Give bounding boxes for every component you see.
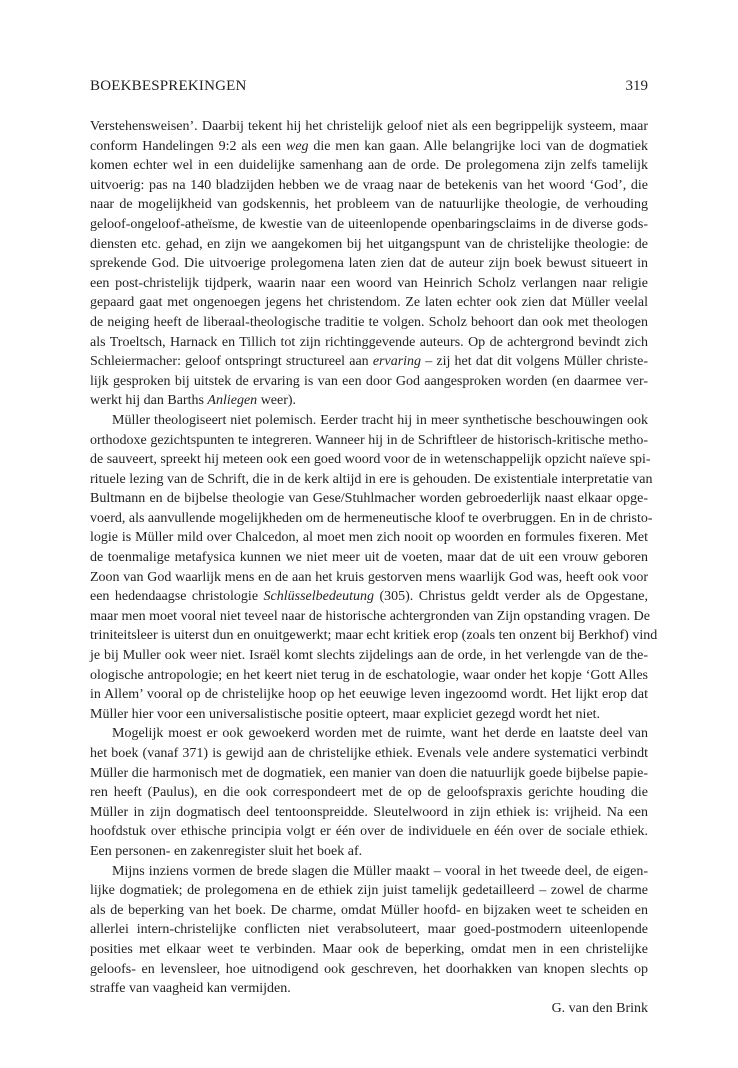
text-line bbox=[90, 744, 648, 764]
text-segment: die men kan gaan. Alle belangrijke loci van de dogmatiek bbox=[308, 138, 649, 154]
text-segment: orthodoxe gezichtspunten te integreren. Wanneer hij in de Schriftleer de historisch-kritische metho- bbox=[90, 432, 648, 448]
text-segment: Müller hier voor een universalistische positie opteert, maar expliciet gezegd wordt het niet. bbox=[90, 706, 601, 722]
text-line bbox=[90, 724, 648, 744]
text-line bbox=[90, 607, 648, 627]
review-text bbox=[90, 117, 658, 1018]
text-line bbox=[90, 587, 648, 607]
text-line bbox=[90, 528, 648, 548]
text-line bbox=[90, 293, 648, 313]
italic-term: weg bbox=[285, 138, 309, 154]
text-segment: werkt hij dan Barths bbox=[90, 393, 208, 409]
text-segment: naar de mogelijkheid van godskennis, het probleem van de natuurlijke theologie, de verhouding bbox=[90, 197, 648, 213]
text-segment: ren heeft (Paulus), en die ook correspondeert met de op de geloofspraxis gerichte houding die bbox=[90, 785, 648, 801]
italic-term: ervaring bbox=[372, 354, 422, 370]
text-line bbox=[90, 235, 648, 255]
text-segment: het boek (vanaf 371) is gewijd aan de christelijke ethiek. Evenals vele andere systematici verbindt bbox=[90, 746, 648, 761]
text-line bbox=[90, 940, 648, 960]
text-line bbox=[90, 626, 658, 646]
text-line bbox=[90, 568, 648, 588]
text-segment: Verstehensweisen’. Daarbij tekent hij het christelijk geloof niet als een begrippelijk systeem, maar bbox=[90, 119, 648, 134]
text-line bbox=[90, 548, 648, 568]
text-segment: komen echter wel in een duidelijke samenhang aan de orde. De prolegomena zijn zelfs tamelijk bbox=[90, 158, 648, 174]
text-line bbox=[90, 431, 648, 451]
text-segment: Müller theologiseert niet polemisch. Eerder tracht hij in meer synthetische beschouwingen ook bbox=[112, 412, 648, 428]
text-segment: ologische antropologie; en het keert niet terug in de eschatologie, waar onder het kopje ‘Gott Alles bbox=[90, 667, 648, 683]
text-line bbox=[90, 666, 648, 686]
text-segment: sprekende God. Die uitvoerige prolegomena laten zien dat de auteur zijn boek bewust situeert in bbox=[90, 256, 648, 272]
text-segment: als Troeltsch, Harnack en Tillich tot zijn richtinggevende auteurs. Op de achtergrond bevindt zich bbox=[90, 334, 648, 350]
text-line bbox=[90, 881, 648, 901]
text-segment: (305). Christus geldt verder als de Opgestane, bbox=[373, 589, 648, 605]
text-segment: in Allem’ vooral op de christelijke hoop op het eeuwige leven ingezoomd wordt. Het lijkt erop dat bbox=[90, 687, 648, 703]
text-line bbox=[90, 489, 648, 509]
paragraph bbox=[90, 862, 648, 999]
text-line bbox=[90, 842, 648, 862]
text-line bbox=[90, 254, 648, 274]
text-line bbox=[90, 372, 648, 392]
text-line bbox=[90, 685, 648, 705]
text-segment: uitvoerig: pas na 140 bladzijden hebben we de vraag naar de betekenis van het woord ‘God’, die bbox=[90, 177, 648, 193]
text-segment: straffe van vaagheid kan vermijden. bbox=[90, 981, 291, 997]
text-line bbox=[90, 274, 648, 294]
text-segment: een hedendaagse christologie bbox=[90, 589, 264, 605]
paragraph bbox=[90, 724, 648, 861]
text-line bbox=[90, 705, 648, 725]
text-segment: – zij het dat dit volgens Müller christe- bbox=[421, 354, 648, 370]
running-header bbox=[90, 78, 648, 98]
section-title: BOEKBESPREKINGEN bbox=[90, 78, 247, 94]
text-line bbox=[90, 333, 648, 353]
text-segment: posities met elkaar weet te verbinden. Maar ook de beperking, omdat men in een christelijke bbox=[90, 941, 648, 957]
text-line bbox=[90, 450, 651, 470]
reviewer-signature: G. van den Brink bbox=[551, 1000, 648, 1016]
page-number: 319 bbox=[625, 78, 648, 94]
text-segment: de toenmalige metafysica kunnen we niet meer uit de voeten, maar dat de uit een vrouw geboren bbox=[90, 550, 648, 566]
text-segment: voerd, als aanvullende mogelijkheden om de hermeneutische kloof te overbruggen. En in de christo- bbox=[90, 510, 653, 526]
text-line bbox=[90, 920, 648, 940]
text-line bbox=[90, 117, 648, 137]
text-segment: Mijns inziens vormen de brede slagen die Müller maakt – vooral in het tweede deel, de eigen- bbox=[112, 863, 648, 879]
text-line bbox=[90, 822, 648, 842]
text-line bbox=[90, 979, 648, 999]
text-segment: geloof-ongeloof-atheïsme, de kwestie van de uiteenlopende openbaringsclaims in de diverse gods- bbox=[90, 216, 648, 232]
text-segment: Mogelijk moest er ook gewoekerd worden met de ruimte, want het derde en laatste deel van bbox=[112, 726, 648, 742]
text-segment: een post-christelijk tijdperk, waarin naar een woord van Heinrich Scholz verlangen naar religie bbox=[90, 275, 648, 291]
text-line bbox=[90, 862, 648, 882]
text-segment: gepaard gaat met ongenoegen jegens het christendom. Ze laten echter ook zien dat Müller veelal bbox=[90, 295, 648, 311]
text-segment: conform Handelingen 9:2 als een bbox=[90, 138, 286, 154]
text-line bbox=[90, 509, 653, 529]
text-segment: hoofdstuk over ethische principia volgt er één over de individuele en één over de sociale ethiek. bbox=[90, 824, 648, 840]
text-line bbox=[90, 783, 648, 803]
paragraph bbox=[90, 117, 648, 411]
text-line bbox=[90, 646, 648, 666]
text-line bbox=[90, 391, 648, 411]
text-segment: logie is Müller mild over Chalcedon, al moet men zich nooit op woorden en formules fixeren. Met bbox=[90, 530, 648, 546]
italic-term: Anliegen bbox=[207, 393, 258, 409]
text-line bbox=[90, 195, 648, 215]
paragraph bbox=[90, 411, 658, 725]
text-segment: je bij Muller ook weer niet. Israël komt slechts zijdelings aan de orde, in het verlengde van de the- bbox=[90, 648, 648, 664]
text-line bbox=[90, 411, 648, 431]
text-segment: maar men moet vooral niet teveel naar de historische achtergronden van Zijn opstanding vragen. De bbox=[90, 608, 650, 624]
text-segment: lijk gesproken bij uitstek de ervaring is van een door God aangesproken worden (en daarmee ver- bbox=[90, 373, 648, 389]
text-segment: Müller die harmonisch met de dogmatiek, een manier van doen die natuurlijk goede bijbelse papie- bbox=[90, 765, 648, 781]
text-segment: diensten etc. gehad, en zijn we aangekomen bij het uitgangspunt van de christelijke theologie: de bbox=[90, 236, 648, 252]
text-segment: de sauveert, spreekt hij meteen ook een goed woord voor de in wetenschappelijk opzicht naïeve spi- bbox=[90, 452, 651, 468]
text-line bbox=[90, 470, 653, 490]
text-line bbox=[90, 137, 648, 157]
text-line bbox=[90, 215, 648, 235]
text-segment: de neiging heeft de liberaal-theologische traditie te volgen. Scholz behoort dan ook met theologen bbox=[90, 314, 648, 330]
text-line bbox=[90, 960, 648, 980]
text-segment: als de beperking van het boek. De charme, omdat Müller hoofd- en bijzaken weet te scheiden en bbox=[90, 902, 648, 918]
text-segment: Bultmann en de bijbelse theologie van Gese/Stuhlmacher worden gebroederlijk naast elkaar opge- bbox=[90, 491, 648, 507]
text-segment: geloofs- en levensleer, hoe uitnodigend ook geschreven, het doorhakken van knopen slechts op bbox=[90, 961, 648, 977]
text-line bbox=[90, 313, 648, 333]
text-line bbox=[90, 352, 648, 372]
text-segment: Müller in zijn dogmatisch deel tentoonspreidde. Sleutelwoord in zijn ethiek is: vrijheid. Na een bbox=[90, 804, 648, 820]
text-segment: allerlei intern-christelijke conflicten niet verabsoluteert, maar goed-postmodern uiteenlopende bbox=[90, 922, 648, 938]
text-line bbox=[90, 803, 648, 823]
text-line bbox=[90, 901, 648, 921]
text-segment: lijke dogmatiek; de prolegomena en de ethiek zijn juist tamelijk gedetailleerd – zowel de charme bbox=[90, 883, 648, 899]
text-segment: weer). bbox=[257, 393, 297, 409]
text-line bbox=[90, 176, 648, 196]
text-segment: triniteitsleer is uiterst dun en onuitgewerkt; maar echt kritiek erop (zoals ten onzent bij Berkhof) vind bbox=[90, 628, 658, 644]
text-line bbox=[90, 764, 648, 784]
text-segment: rituele lezing van de Schrift, die in de kerk altijd in ere is gehouden. De existentiale interpretatie van bbox=[90, 471, 653, 487]
text-segment: Een personen- en zakenregister sluit het boek af. bbox=[90, 843, 363, 859]
text-segment: Schleiermacher: geloof ontspringt structureel aan bbox=[90, 354, 373, 370]
text-line bbox=[90, 156, 648, 176]
text-segment: Zoon van God waarlijk mens en de aan het kruis gestorven mens waarlijk God was, heeft ook voor bbox=[90, 569, 648, 585]
italic-term: Schlüsselbedeutung bbox=[263, 589, 374, 605]
